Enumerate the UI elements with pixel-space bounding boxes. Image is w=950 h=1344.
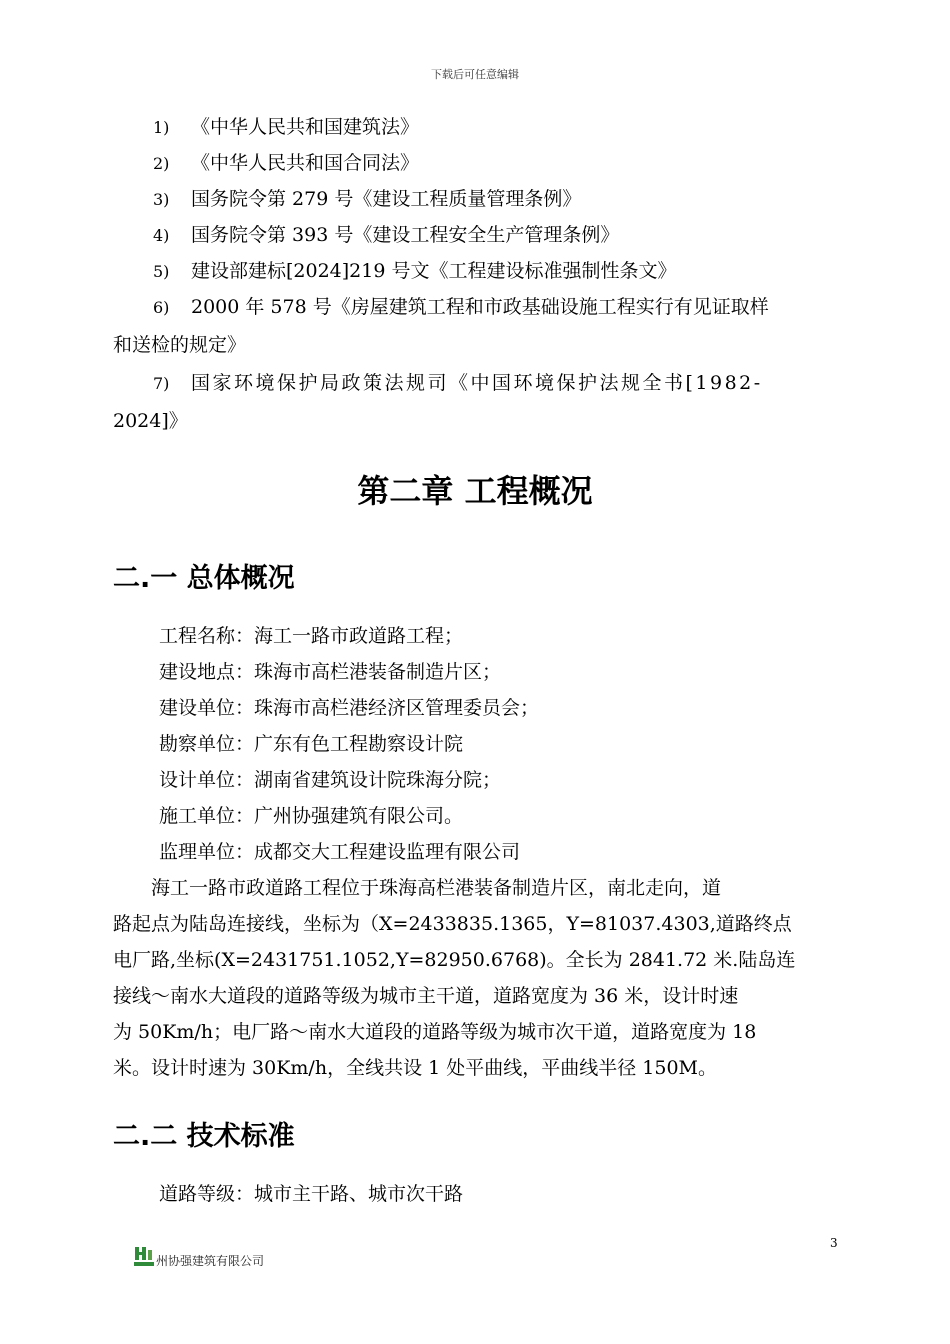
chapter-title: 第二章 工程概况 — [357, 472, 593, 510]
reference-number: 6) — [153, 298, 170, 317]
description-line: 为 50Km/h；电厂路～南水大道段的道路等级为城市次干道，道路宽度为 18 — [113, 1021, 757, 1043]
reference-item-2 — [113, 145, 840, 182]
footer-company-name: 州协强建筑有限公司 — [156, 1254, 265, 1268]
section-title-overview: 二.一 总体概况 — [113, 563, 295, 594]
reference-item-7 — [113, 365, 840, 402]
reference-text: 国务院令第 279 号《建设工程质量管理条例》 — [191, 188, 582, 210]
reference-item-5 — [113, 253, 840, 290]
reference-text-continuation: 2024]》 — [113, 410, 188, 432]
project-info-row: 监理单位：成都交大工程建设监理有限公司 — [159, 841, 521, 863]
description-line: 海工一路市政道路工程位于珠海高栏港装备制造片区，南北走向，道 — [113, 877, 722, 899]
page-number: 3 — [830, 1236, 838, 1250]
reference-item-6 — [113, 289, 840, 326]
reference-text: 《中华人民共和国建筑法》 — [191, 116, 420, 138]
project-info-row: 施工单位：广州协强建筑有限公司。 — [159, 805, 464, 827]
project-info-row: 工程名称：海工一路市政道路工程； — [159, 625, 464, 647]
reference-text-continuation: 和送检的规定》 — [113, 334, 247, 356]
reference-item-7-continuation — [113, 403, 840, 439]
reference-item-3 — [113, 181, 840, 218]
reference-number: 2) — [153, 154, 170, 173]
reference-item-4 — [113, 217, 840, 254]
description-line: 路起点为陆岛连接线，坐标为（X=2433835.1365，Y=81037.4303,道路终点 — [113, 913, 792, 935]
project-info-row: 建设单位：珠海市高栏港经济区管理委员会； — [159, 697, 540, 719]
section-title-standards: 二.二 技术标准 — [113, 1121, 295, 1152]
footer — [133, 1246, 264, 1268]
project-info-row: 设计单位：湖南省建筑设计院珠海分院； — [159, 769, 502, 791]
reference-text: 国家环境保护局政策法规司《中国环境保护法规全书[1982- — [191, 372, 763, 394]
reference-number: 4) — [153, 226, 170, 245]
description-line: 接线～南水大道段的道路等级为城市主干道，道路宽度为 36 米，设计时速 — [113, 985, 739, 1007]
reference-item-6-continuation — [113, 327, 840, 363]
reference-text: 2000 年 578 号《房屋建筑工程和市政基础设施工程实行有见证取样 — [191, 296, 769, 318]
reference-item-1 — [113, 109, 840, 146]
project-info-row: 建设地点：珠海市高栏港装备制造片区； — [159, 661, 502, 683]
reference-text: 国务院令第 393 号《建设工程安全生产管理条例》 — [191, 224, 620, 246]
road-grade-line: 道路等级：城市主干路、城市次干路 — [159, 1183, 464, 1205]
project-info-row: 勘察单位：广东有色工程勘察设计院 — [159, 733, 464, 755]
reference-number: 7) — [153, 374, 170, 393]
description-line: 电厂路,坐标(X=2431751.1052,Y=82950.6768)。全长为 2841.72 米.陆岛连 — [113, 949, 796, 971]
description-line: 米。设计时速为 30Km/h，全线共设 1 处平曲线，平曲线半径 150M。 — [113, 1057, 717, 1079]
reference-number: 5) — [153, 262, 170, 281]
reference-number: 3) — [153, 190, 170, 209]
page-header-note: 下载后可任意编辑 — [431, 68, 519, 81]
reference-text: 建设部建标[2024]219 号文《工程建设标准强制性条文》 — [191, 260, 677, 282]
reference-text: 《中华人民共和国合同法》 — [191, 152, 420, 174]
company-logo-icon — [133, 1246, 155, 1268]
reference-number: 1) — [153, 118, 170, 137]
